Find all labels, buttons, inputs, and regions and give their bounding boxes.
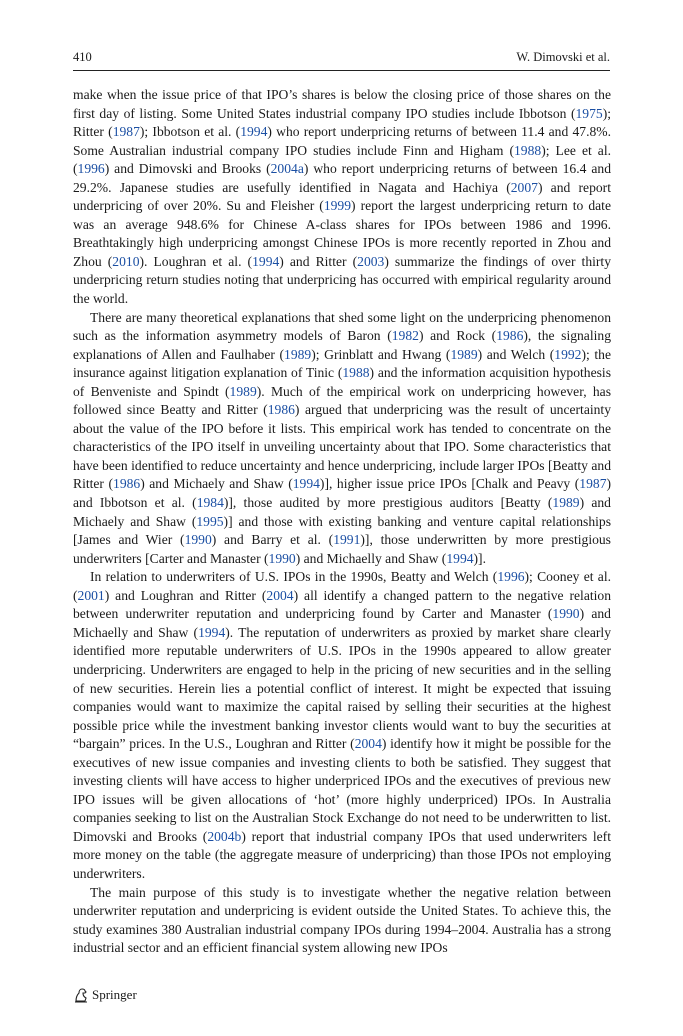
citation-link[interactable]: 1975 — [575, 105, 603, 121]
citation-link[interactable]: 1995 — [196, 513, 224, 529]
citation-link[interactable]: 2007 — [510, 179, 538, 195]
citation-link[interactable]: 1999 — [323, 198, 352, 214]
paragraph-text: ); Cooney et al. ( — [73, 569, 611, 603]
paragraph-text: ) and Welch ( — [477, 346, 555, 362]
paragraph-text: ) and Michaelly and Shaw ( — [73, 606, 611, 640]
citation-link[interactable]: 1988 — [514, 142, 542, 158]
article-body — [73, 86, 611, 958]
citation-link[interactable]: 2001 — [77, 587, 105, 603]
paragraph-text: ) and Michaely and Shaw ( — [73, 495, 611, 529]
citation-link[interactable]: 1989 — [450, 346, 478, 362]
paragraph-text: ) and Michaely and Shaw ( — [140, 476, 293, 492]
publisher-name: Springer — [92, 987, 137, 1002]
paragraph-text: )], those underwritten by more prestigious underwriters [Carter and Manaster ( — [73, 532, 611, 566]
paragraph — [73, 309, 611, 569]
citation-link[interactable]: 1986 — [113, 476, 141, 492]
citation-link[interactable]: 2004 — [266, 587, 294, 603]
citation-link[interactable]: 1982 — [391, 328, 419, 344]
paragraph-text: ) and Rock ( — [418, 328, 497, 344]
paragraph-text: ); Lee et al. ( — [73, 142, 612, 177]
citation-link[interactable]: 1989 — [284, 346, 312, 362]
citation-link[interactable]: 1989 — [552, 495, 580, 511]
paragraph-text: ) argued that underpricing was the result of uncertainty about the value of the IPO before it lists. This empirical work has tended to concentrate on the characteristics of the IPO itself in unveiling uncertainty about that IPO. Some characteristics that have been identified to reduce uncertainty and hence underpricing, include larger IPOs [Beatty and Ritter ( — [73, 402, 612, 492]
citation-link[interactable]: 1994 — [446, 550, 474, 566]
paragraph-text: ) identify how it might be possible for the executives of new issue companies and investing clients to both be satisfied. They suggest that investing clients will have access to higher underpriced IPOs and the executives of previous new IPO issues will be given allocations of ‘hot’ (more highly underpriced) IPOs. In Australia companies seeking to list on the Australian Stock Exchange do not need to be underwritten to list. Dimovski and Brooks ( — [73, 736, 611, 844]
paragraph-text: ) report the largest underpricing return to date was an average 948.6% for Chinese A-class shares for IPOs between 1986 and 1996. Breathtakingly high underpricing amongst Chinese IPOs is more recently reported in Zhou and Zhou ( — [73, 198, 611, 269]
paragraph-text: There are many theoretical explanations that shed some light on the underpricing phenomenon such as the information asymmetry models of Baron ( — [73, 309, 611, 344]
paragraph-text: ) all identify a changed pattern to the negative relation between underwriter reputation and underpricing found by Carter and Manaster ( — [73, 587, 612, 622]
paragraph-text: ), the signaling explanations of Allen and Faulhaber ( — [73, 328, 611, 362]
citation-link[interactable]: 1986 — [267, 402, 295, 418]
citation-link[interactable]: 1991 — [333, 532, 361, 548]
paragraph-text: ) who report underpricing returns of between 16.4 and 29.2%. Japanese studies are usefully identified in Nagata and Hachiya ( — [73, 161, 611, 195]
citation-link[interactable]: 1987 — [112, 124, 140, 140]
citation-link[interactable]: 1987 — [579, 476, 607, 492]
running-head-authors: W. Dimovski et al. — [516, 50, 610, 64]
paragraph-text: ) who report underpricing returns of between 11.4 and 47.8%. Some Australian industrial company IPO studies include Finn and Higham ( — [73, 124, 611, 158]
citation-link[interactable]: 1996 — [497, 569, 525, 585]
paragraph-text: )], those audited by more prestigious auditors [Beatty ( — [223, 495, 553, 511]
citation-link[interactable]: 1994 — [292, 476, 320, 492]
paragraph-text: ) report that industrial company IPOs that used underwriters left more money on the table (the aggregate measure of underpricing) than those IPOs not employing underwriters. — [73, 828, 611, 881]
citation-link[interactable]: 1986 — [496, 328, 524, 344]
paragraph-text: )], higher issue price IPOs [Chalk and Peavy ( — [319, 476, 580, 492]
citation-link[interactable]: 1994 — [240, 124, 268, 140]
paragraph-text: ); Ritter ( — [73, 105, 611, 140]
citation-link[interactable]: 1994 — [198, 624, 226, 640]
paragraph-text: ). Loughran et al. ( — [139, 253, 253, 269]
citation-link[interactable]: 2010 — [112, 253, 140, 269]
paragraph-text: ). Much of the empirical work on underpricing however, has followed since Beatty and Ritter ( — [73, 383, 611, 418]
paragraph-text: ); the insurance against litigation explanation of Tinic ( — [73, 346, 611, 381]
paragraph-text: ) and Michaelly and Shaw ( — [295, 550, 447, 566]
paragraph-text: ) and report underpricing of over 20%. Su and Fleisher ( — [73, 179, 611, 214]
citation-link[interactable]: 1994 — [252, 253, 280, 269]
citation-link[interactable]: 1989 — [229, 383, 257, 399]
paragraph-text: make when the issue price of that IPO’s shares is below the closing price of those shares on the first day of listing. Some United States industrial company IPO studies include Ibbotson ( — [73, 87, 611, 121]
citation-link[interactable]: 1984 — [196, 495, 224, 511]
paragraph-text: ) and Ritter ( — [279, 253, 358, 269]
paragraph-text: )] and those with existing banking and venture capital relationships [James and Wier ( — [73, 513, 611, 548]
paragraph-text: In relation to underwriters of U.S. IPOs in the 1990s, Beatty and Welch ( — [90, 569, 498, 585]
paragraph-text: ) summarize the findings of over thirty underpricing return studies noting that underpricing has occurred with empirical regularity around the world. — [73, 253, 612, 307]
publisher-footer — [73, 985, 137, 1005]
paragraph-text: )]. — [473, 550, 486, 566]
citation-link[interactable]: 1990 — [552, 606, 580, 622]
citation-link[interactable]: 2004a — [270, 161, 304, 177]
citation-link[interactable]: 1988 — [342, 365, 370, 381]
citation-link[interactable]: 1992 — [554, 346, 582, 362]
paragraph-text: ) and Barry et al. ( — [211, 532, 334, 548]
paragraph-text: ); Grinblatt and Hwang ( — [311, 346, 451, 362]
paragraph-text: The main purpose of this study is to investigate whether the negative relation between underwriter reputation and underpricing is evident outside the United States. To achieve this, the study examines 380 Australian industrial company IPOs during 1994–2004. Australia has a strong industrial sector and an efficient financial system allowing new IPOs — [73, 884, 611, 956]
citation-link[interactable]: 1990 — [184, 532, 212, 548]
page-number: 410 — [73, 50, 92, 64]
paragraph — [73, 884, 611, 958]
paragraph — [73, 86, 611, 309]
paragraph-text: ) and Loughran and Ritter ( — [104, 587, 267, 603]
citation-link[interactable]: 2004 — [354, 736, 382, 752]
springer-horse-icon — [73, 987, 89, 1003]
citation-link[interactable]: 1990 — [268, 550, 296, 566]
paragraph-text: ) and Ibbotson et al. ( — [73, 476, 612, 511]
citation-link[interactable]: 2004b — [207, 828, 242, 844]
paragraph — [73, 568, 611, 883]
citation-link[interactable]: 2003 — [357, 253, 385, 269]
paragraph-text: ). The reputation of underwriters as proxied by market share clearly identified more reputable underwriters of U.S. IPOs in the 1990s appeared to allow greater underpricing. Underwriters are engaged to help in the pricing of new securities and in the selling of new securities. Herein lies a potential conflict of interest. It might be expected that issuing companies would want to maximize the capital raised by selling their securities at the highest possible price while the investment banking investor clients would want to buy the securities at “bargain” prices. In the U.S., Loughran and Ritter ( — [73, 624, 611, 752]
paragraph-text: ) and Dimovski and Brooks ( — [104, 161, 271, 177]
citation-link[interactable]: 1996 — [77, 161, 105, 177]
paragraph-text: ); Ibbotson et al. ( — [139, 124, 241, 140]
paragraph-text: ) and the information acquisition hypothesis of Benveniste and Spindt ( — [73, 365, 611, 399]
running-header — [73, 48, 610, 71]
